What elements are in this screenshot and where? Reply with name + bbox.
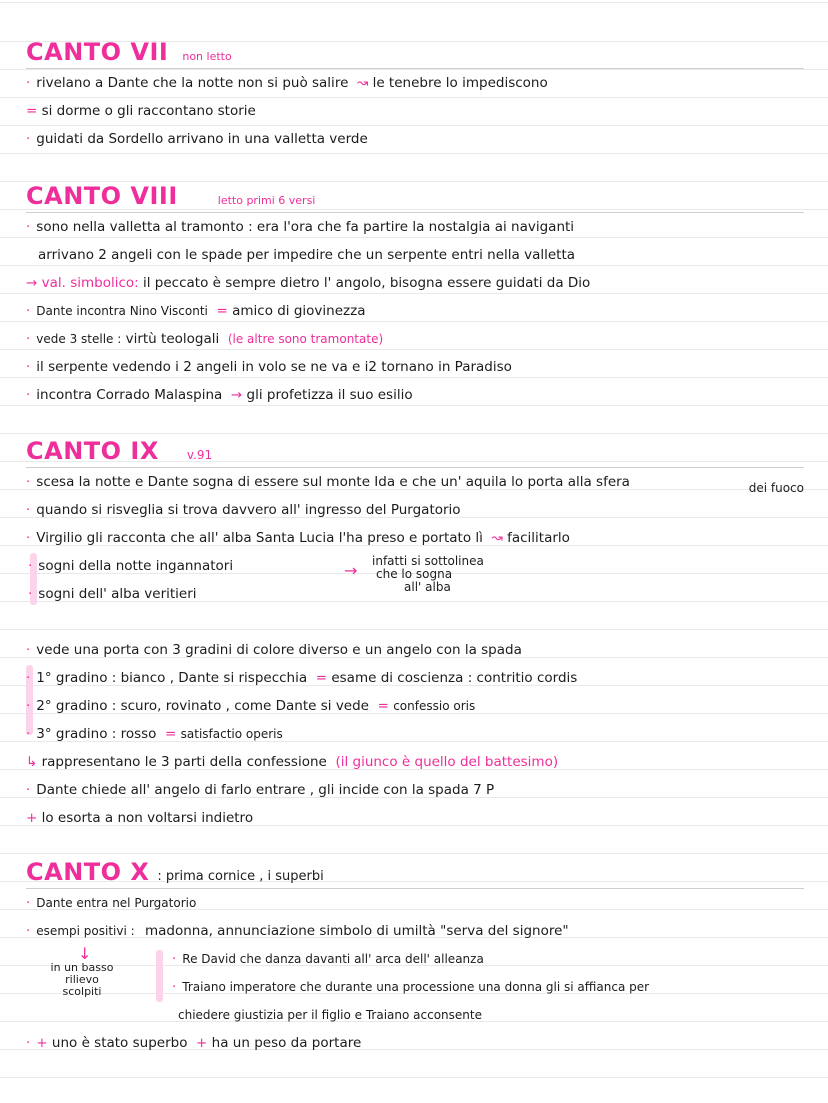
note-line: · rivelano a Dante che la notte non si può salire ↝ le tenebre lo impediscono — [26, 75, 548, 91]
note-line: · quando si risveglia si trova davvero all' ingresso del Purgatorio — [26, 502, 461, 518]
note-line: = si dorme o gli raccontano storie — [26, 103, 256, 119]
arrow-icon: ↝ — [352, 75, 373, 91]
canto-10-title: CANTO X — [26, 858, 150, 886]
note-line: · vede 3 stelle : virtù teologali (le altre sono tramontate) — [26, 331, 384, 347]
note-line: · Traiano imperatore che durante una processione una donna gli si affianca per — [172, 979, 650, 995]
note-line: · + uno è stato superbo + ha un peso da portare — [26, 1035, 362, 1051]
note-line: · 1° gradino : bianco , Dante si rispecchia = esame di coscienza : contritio cordis — [26, 670, 578, 686]
arrow-icon: ↝ — [487, 530, 508, 546]
section-canto-7 — [26, 38, 804, 153]
section-canto-9 — [26, 437, 804, 832]
canto-9-title: CANTO IX — [26, 437, 159, 465]
note-line: · Dante incontra Nino Visconti = amico di giovinezza — [26, 303, 366, 319]
note-line: → val. simbolico: il peccato è sempre dietro l' angolo, bisogna essere guidati da Dio — [26, 275, 591, 291]
canto-10-note: : prima cornice , i superbi — [157, 869, 324, 884]
canto-9-note: v.91 — [186, 448, 213, 462]
note-line: ↳ rappresentano le 3 parti della confessione (il giunco è quello del battesimo) — [26, 754, 559, 770]
note-line: arrivano 2 angeli con le spade per impedire che un serpente entri nella valletta — [38, 247, 576, 263]
note-line: · Virgilio gli racconta che all' alba Santa Lucia l'ha preso e portato lì ↝ facilitarlo — [26, 530, 570, 546]
side-note: in un basso rilievo scolpiti — [50, 961, 114, 998]
arrow-icon: → — [344, 561, 358, 580]
heading-canto-10 — [26, 858, 804, 889]
note-line: · sogni dell' alba veritieri — [28, 586, 197, 602]
arrow-icon: → — [226, 387, 247, 403]
note-line: · sogni della notte ingannatori — [28, 558, 234, 574]
side-note: infatti si sottolinea che lo sogna all' alba — [372, 554, 484, 594]
canto-8-title: CANTO VIII — [26, 182, 178, 210]
heading-canto-9 — [26, 437, 804, 468]
section-canto-10 — [26, 858, 804, 1057]
canto-7-title: CANTO VII — [26, 38, 169, 66]
note-line: · sono nella valletta al tramonto : era l'ora che fa partire la nostalgia ai naviganti — [26, 219, 575, 235]
note-line: · Dante chiede all' angelo di farlo entrare , gli incide con la spada 7 P — [26, 782, 495, 798]
note-line: chiedere giustizia per il figlio e Traiano acconsente — [178, 1008, 482, 1022]
heading-canto-8 — [26, 182, 804, 213]
arrow-icon: ↳ — [26, 754, 42, 770]
note-line: · vede una porta con 3 gradini di colore diverso e un angelo con la spada — [26, 642, 522, 658]
canto-8-note: letto primi 6 versi — [217, 194, 316, 207]
note-line: · incontra Corrado Malaspina → gli profetizza il suo esilio — [26, 387, 413, 403]
section-canto-8 — [26, 182, 804, 409]
arrow-icon: → — [26, 275, 42, 291]
note-line: · Re David che danza davanti all' arca dell' alleanza — [172, 951, 484, 967]
note-line: · esempi positivi : madonna, annunciazione simbolo di umiltà "serva del signore" — [26, 923, 569, 939]
note-line: · scesa la notte e Dante sogna di essere sul monte Ida e che un' aquila lo porta alla sfera dei fuoco — [26, 474, 804, 495]
note-line: · Dante entra nel Purgatorio — [26, 895, 197, 911]
canto-7-note: non letto — [182, 50, 232, 63]
note-line: · 2° gradino : scuro, rovinato , come Dante si vede = confessio oris — [26, 698, 476, 714]
note-line: · 3° gradino : rosso = satisfactio operis — [26, 726, 283, 742]
heading-canto-7 — [26, 38, 804, 69]
note-line: · il serpente vedendo i 2 angeli in volo se ne va e i2 tornano in Paradiso — [26, 359, 512, 375]
arrow-icon: ↓ — [78, 944, 92, 963]
note-line: · guidati da Sordello arrivano in una valletta verde — [26, 131, 368, 147]
note-line: + lo esorta a non voltarsi indietro — [26, 810, 254, 826]
